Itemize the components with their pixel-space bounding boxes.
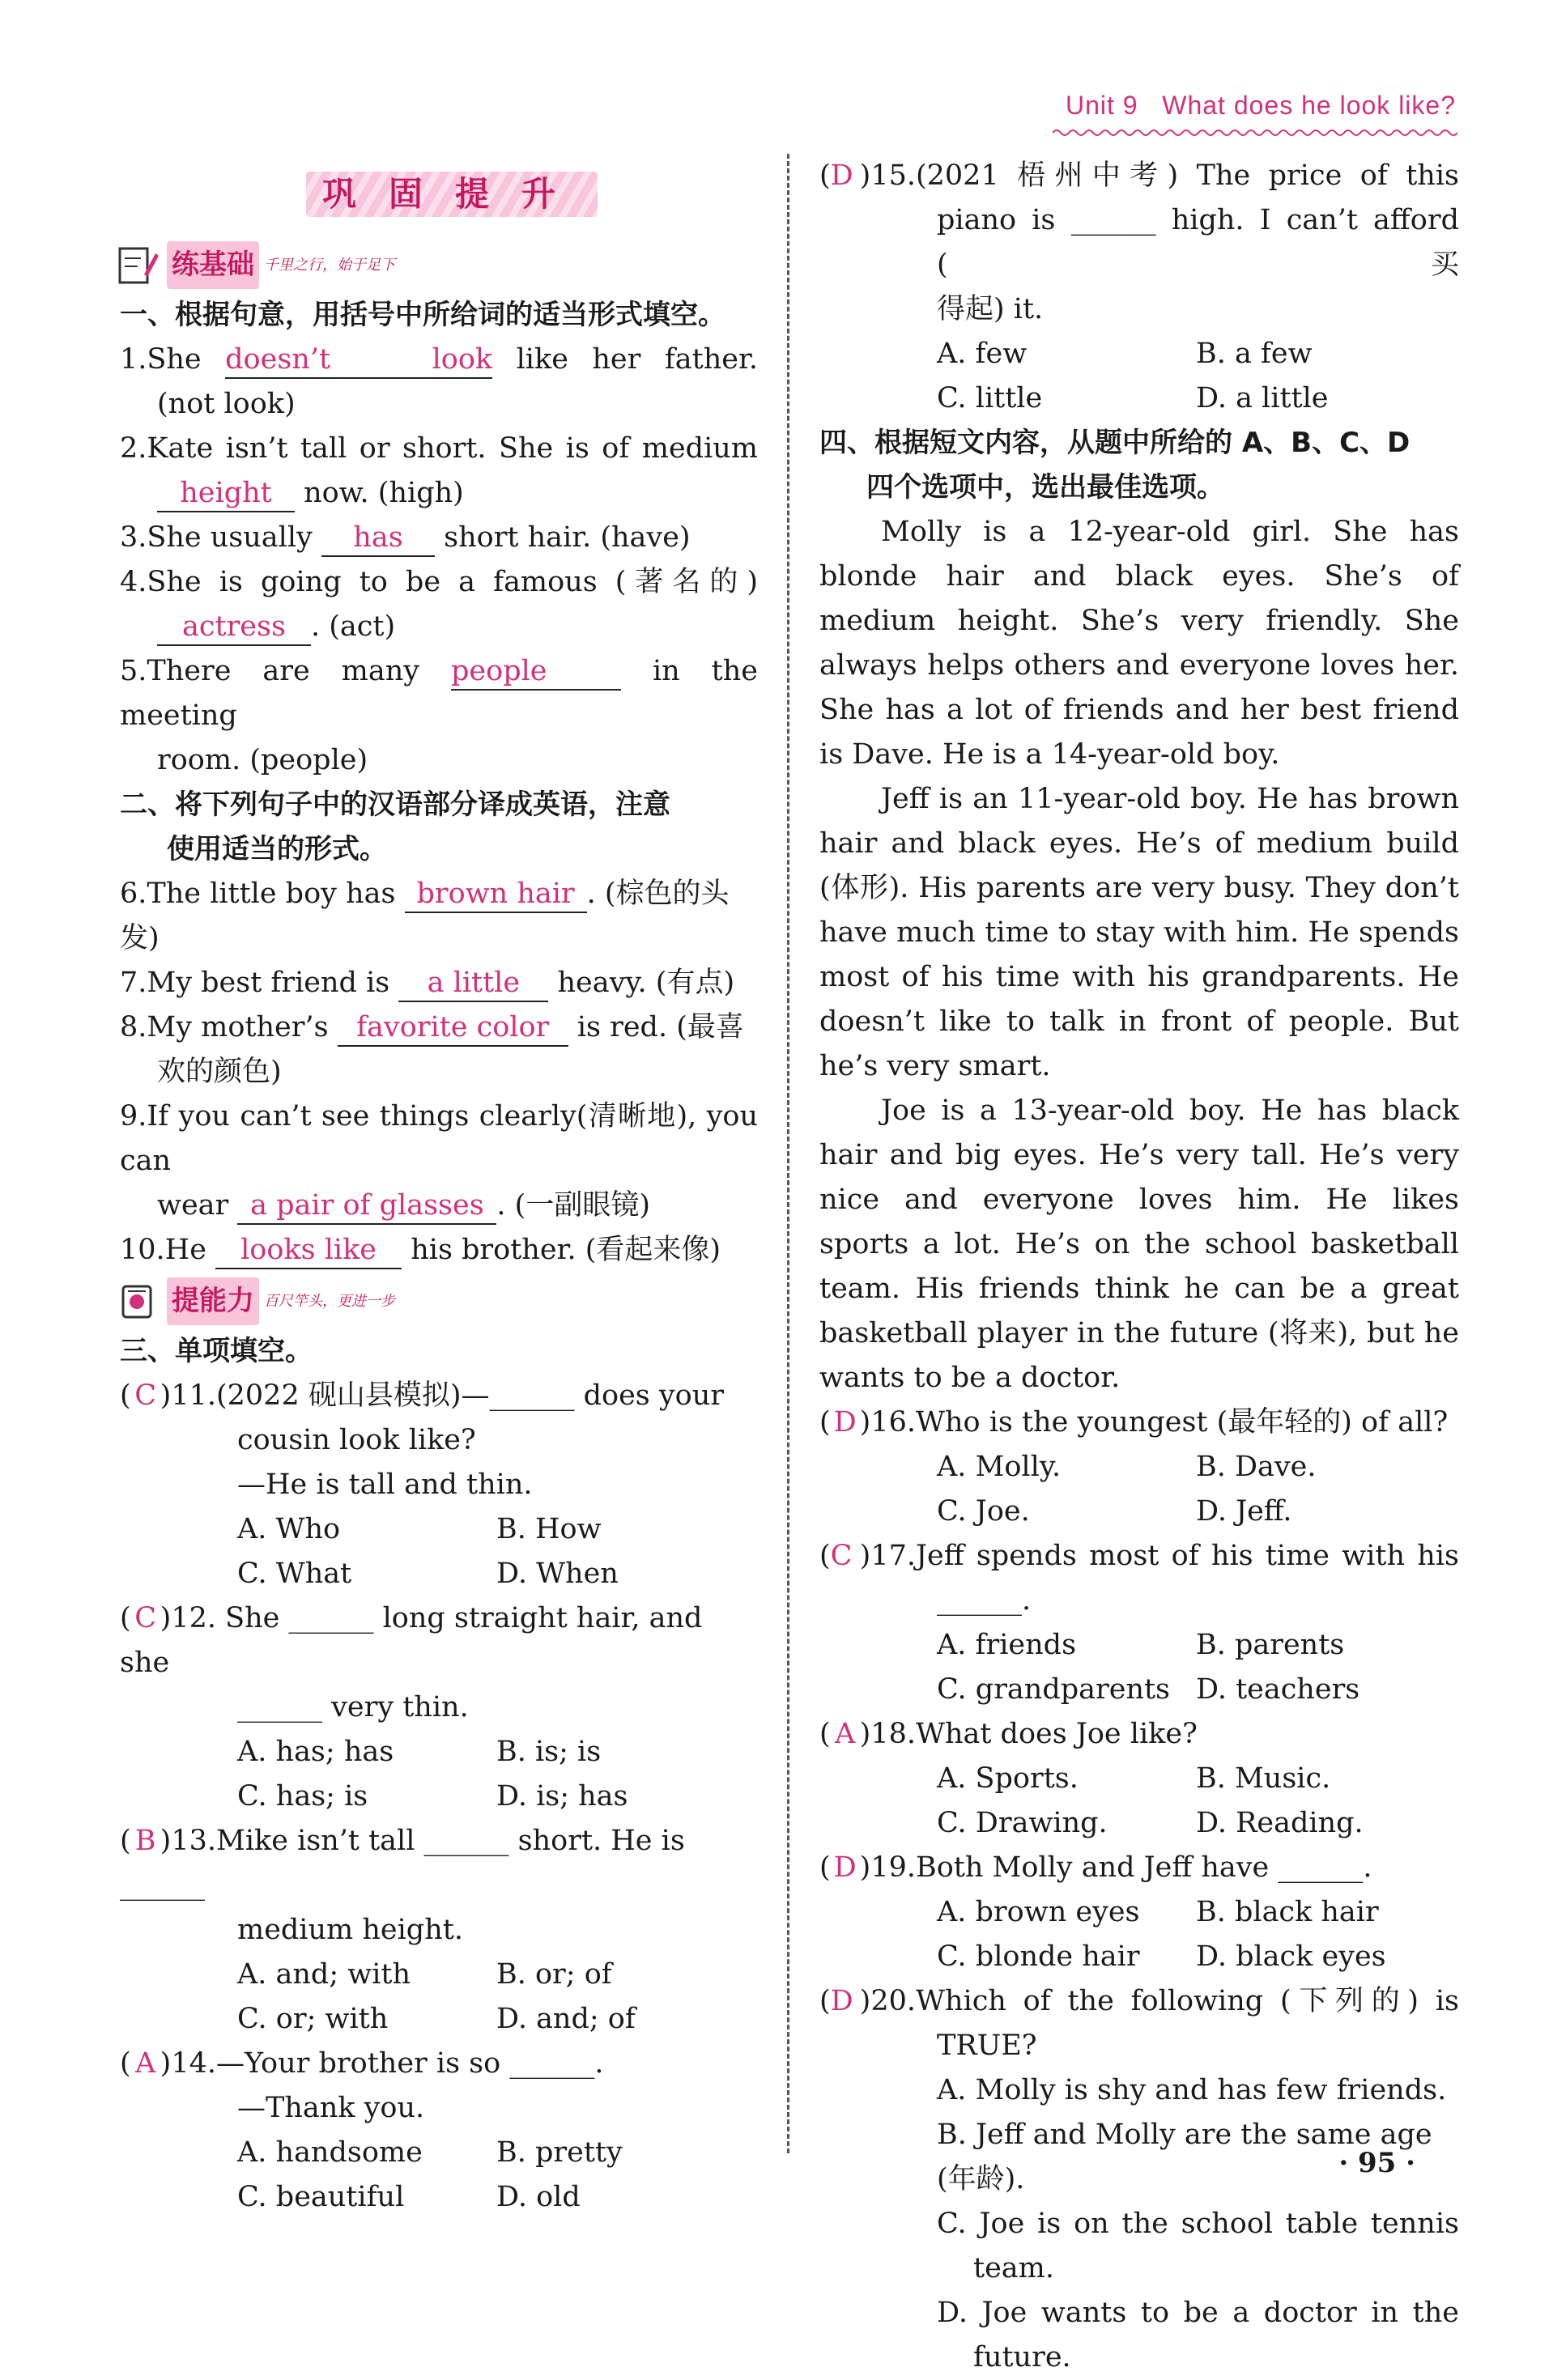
answer-blank: doesn’t look [225,342,492,379]
q14-line1: ( A )14.—Your brother is so ______. [120,2042,758,2086]
q15-options-row2: C. little D. a little [937,382,1329,414]
q15-line2: piano is ______ high. I can’t afford (买 [937,204,1459,281]
q13-options-row2: C. or; with D. and; of [237,2003,636,2035]
q14-line2: —Thank you. [237,2092,425,2124]
q18-options-row2: C. Drawing. D. Reading. [937,1807,1364,1839]
q12-options-row2: C. has; is D. is; has [237,1780,628,1813]
section1-heading: 一、根据句意，用括号中所给词的适当形式填空。 [120,299,725,331]
q2-line2: height now. (high) [120,471,758,516]
basic-tag: 千里之行，始于足下 [264,256,395,274]
choice-answer: D [830,1985,853,2017]
ability-banner [115,1274,758,1328]
choice-answer: C [134,1602,157,1634]
q18-options-row1: A. Sports. B. Music. [937,1762,1331,1795]
q20-option-b: B. Jeff and Molly are the same age (年龄). [937,2119,1432,2195]
q6: 6.The little boy has brown hair . (棕色的头发) [120,878,730,954]
answer-blank: actress [157,609,311,646]
q15-line3: 得起) it. [937,293,1044,325]
q14-options-row1: A. handsome B. pretty [237,2136,623,2169]
answer-blank: a little [398,965,548,1002]
choice-answer: A [135,2047,156,2080]
unit-title: What does he look like? [1162,91,1456,120]
q16-options-row1: A. Molly. B. Dave. [937,1451,1317,1483]
section2-heading-1: 二、将下列句子中的汉语部分译成英语，注意 [120,788,670,821]
page-number: · 95 · [1338,2147,1415,2179]
choice-answer: D [830,159,853,192]
q7: 7.My best friend is a little heavy. (有点) [120,961,758,1005]
page-title: 巩固提升 [321,174,588,214]
answer-blank: a pair of glasses [237,1188,496,1225]
header-wave-decoration [1053,128,1457,138]
q15-options-row1: A. few B. a few [937,338,1313,370]
choice-answer: C [134,1379,157,1412]
q10: 10.He looks like his brother. (看起来像) [120,1228,758,1273]
q17-line1: (C )17.Jeff spends most of his time with his [819,1534,1459,1579]
q20-option-a: A. Molly is shy and has few friends. [937,2074,1447,2106]
answer-blank: brown hair [405,876,587,913]
q2-line1: 2.Kate isn’t tall or short. She is of medium [120,432,758,465]
q19-options-row2: C. blonde hair D. black eyes [937,1940,1386,1973]
left-column [120,154,758,2220]
q12-options-row1: A. has; has B. is; is [237,1736,602,1768]
answer-blank: height [157,475,295,512]
q4-line2: actress . (act) [120,605,758,649]
choice-answer: B [134,1825,156,1857]
page-title-banner [120,165,758,223]
passage-paragraph-3: Joe is a 13-year-old boy. He has black hair and big eyes. He’s very tall. He’s very nice and everyone loves him. He likes sports a lot. He’s on the school basketball team. His friends think he can be a great basketball player in the future (将来), but he wants to be a doctor. [819,1094,1459,1394]
section4-heading-1: 四、根据短文内容，从题中所给的 A、B、C、D [819,427,1410,459]
q16-options-row2: C. Joe. D. Jeff. [937,1495,1292,1528]
section4-heading-2: 四个选项中，选出最佳选项。 [866,471,1224,504]
q13-options-row1: A. and; with B. or; of [237,1958,612,1991]
q5-line1: 5.There are many people in the meeting [120,655,758,732]
choice-answer: D [833,1851,857,1884]
q15-line1: (D )15.(2021 梧州中考) The price of this [819,154,1459,198]
q20-line1: (D )20.Which of the following (下列的) is [819,1979,1459,2024]
q12-line2: ______ very thin. [237,1691,469,1723]
q11-line3: —He is tall and thin. [237,1468,533,1501]
choice-answer: C [830,1540,853,1572]
q1-line2: (not look) [157,388,296,420]
passage-paragraph-2: Jeff is an 11-year-old boy. He has brown hair and black eyes. He’s of medium build (体形). His parents are very busy. They don’t have much time to stay with him. He spends most of his time with his grandparents. He doesn’t like to talk in front of people. But he’s very smart. [819,783,1459,1082]
choice-answer: A [835,1718,856,1750]
q9-line2: wear a pair of glasses . (一副眼镜) [120,1184,758,1228]
q8-line1: 8.My mother’s favorite color is red. (最喜 [120,1005,758,1050]
basic-banner [115,238,758,291]
q13-line1: ( B )13.Mike isn’t tall ______ short. He is ______ [120,1819,758,1908]
q9-line1: 9.If you can’t see things clearly(清晰地), you can [120,1100,758,1177]
q20-option-d: D. Joe wants to be a doctor in the [937,2297,1459,2329]
ability-label: 提能力 [167,1277,259,1325]
q17-line2: ______. [937,1584,1032,1617]
q8-line2: 欢的颜色) [157,1056,282,1088]
q11-line1: ( C )11.(2022 砚山县模拟)—______ does your [120,1374,758,1418]
q11-line2: cousin look like? [237,1424,476,1456]
q19-line1: ( D )19.Both Molly and Jeff have ______. [819,1846,1459,1890]
q20-line2: TRUE? [937,2029,1037,2062]
q20-option-c-cont: team. [973,2252,1054,2284]
q13-line2: medium height. [237,1914,463,1946]
q20-option-c: C. Joe is on the school table tennis [937,2208,1459,2240]
q11-options-row1: A. Who B. How [237,1513,602,1545]
q14-options-row2: C. beautiful D. old [237,2181,581,2213]
column-divider [787,154,789,2153]
section2-heading-2: 使用适当的形式。 [167,833,387,865]
ability-tag: 百尺竿头，更进一步 [264,1292,395,1310]
q20-option-d-cont: future. [973,2341,1071,2374]
basic-label: 练基础 [167,241,259,289]
q11-options-row2: C. What D. When [237,1558,619,1590]
scroll-icon [115,1278,160,1324]
pencil-note-icon [115,242,160,287]
q19-options-row1: A. brown eyes B. black hair [937,1896,1379,1928]
answer-blank: people [451,653,621,691]
q17-options-row1: A. friends B. parents [937,1629,1345,1661]
q12-line1: ( C )12. She ______ long straight hair, and she [120,1596,758,1685]
q17-options-row2: C. grandparents D. teachers [937,1673,1360,1706]
answer-blank: favorite color [338,1009,568,1047]
passage-paragraph-1: Molly is a 12-year-old girl. She has blonde hair and black eyes. She’s of medium height. She’s very friendly. She always helps others and everyone loves her. She has a lot of friends and her best friend is Dave. He is a 14-year-old boy. [819,516,1459,771]
q3: 3.She usually has short hair. (have) [120,516,758,560]
answer-blank: has [321,520,435,557]
section3-heading: 三、单项填空。 [120,1335,313,1367]
choice-answer: D [833,1406,857,1439]
right-column [819,154,1459,2380]
q1-line1: 1.She doesn’t look like her father. [120,338,758,382]
unit-header [1066,91,1456,121]
unit-label: Unit 9 [1065,91,1138,120]
answer-blank: looks like [215,1232,402,1269]
q18-line1: ( A )18.What does Joe like? [819,1712,1459,1757]
q4-line1: 4.She is going to be a famous (著名的) [120,566,758,598]
q5-line2: room. (people) [157,744,368,776]
q16-line1: ( D )16.Who is the youngest (最年轻的) of all? [819,1400,1459,1445]
